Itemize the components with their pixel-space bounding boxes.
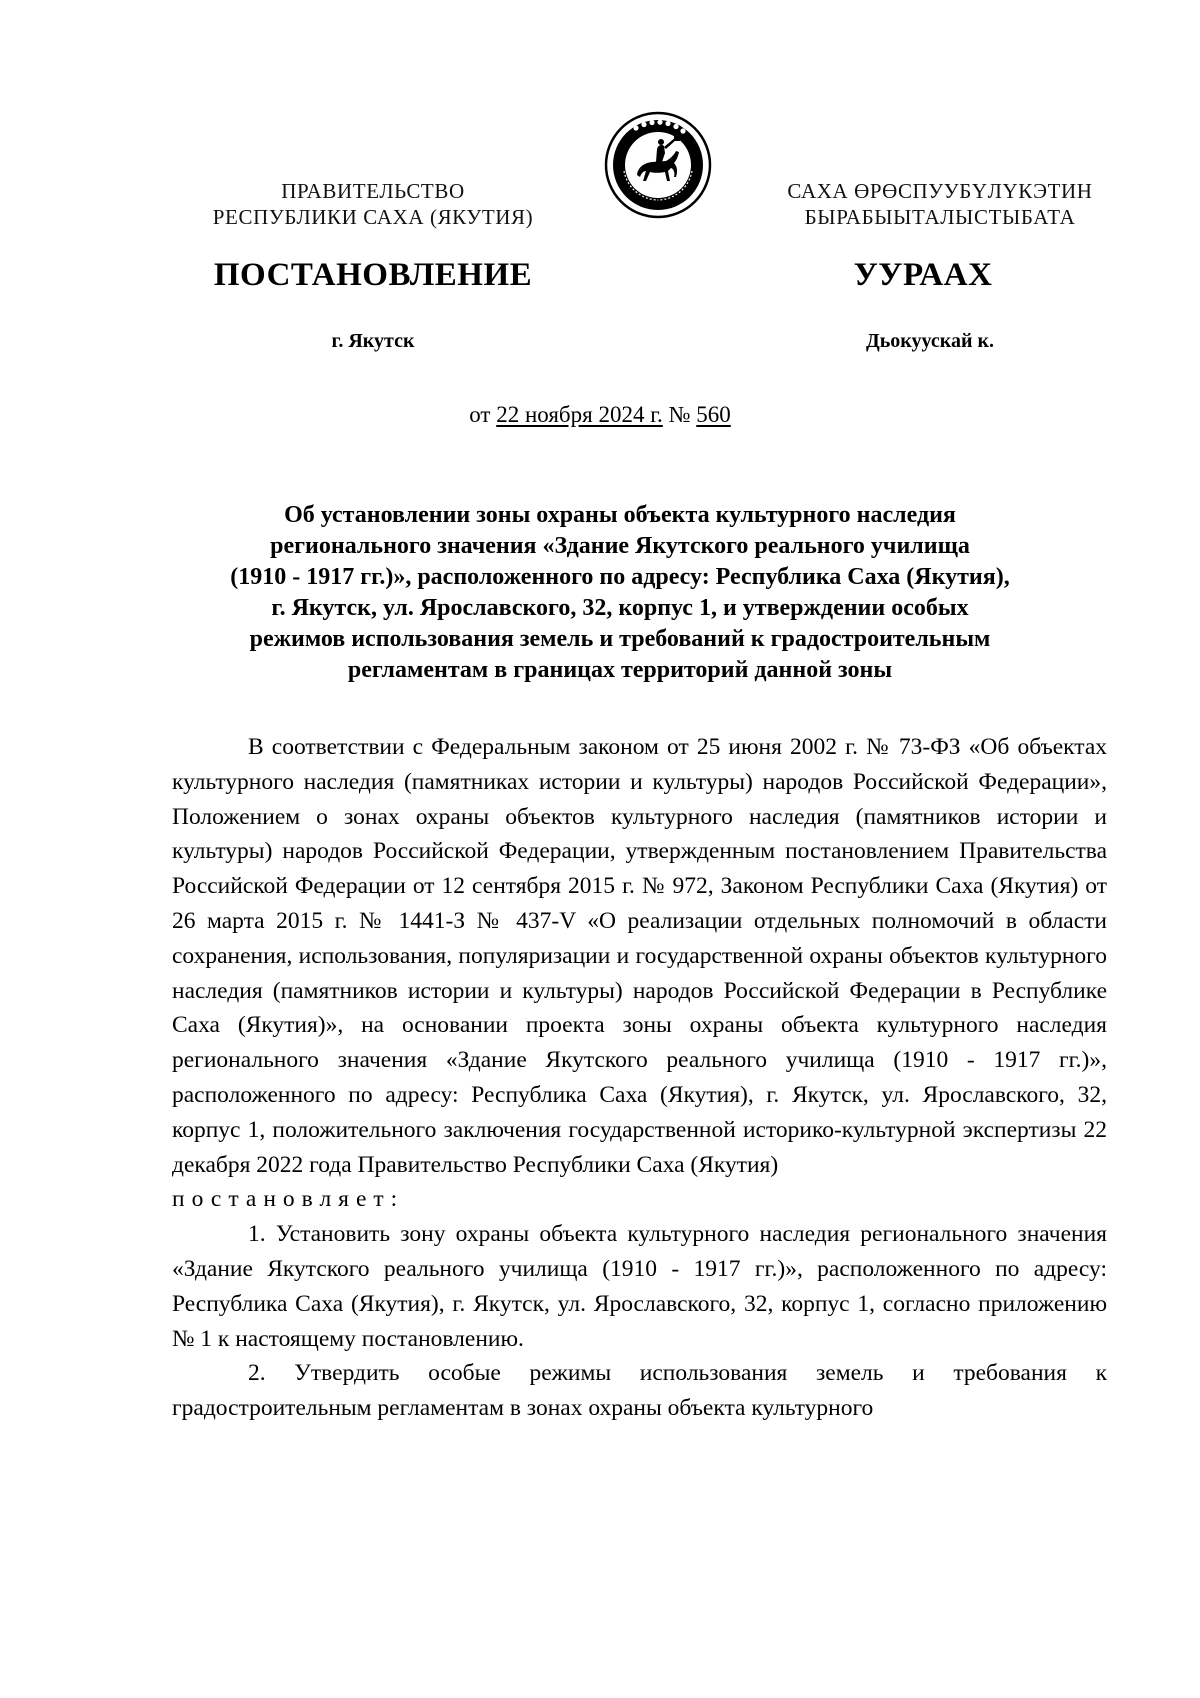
number-sign: №: [662, 402, 697, 427]
sakha-coat-of-arms-icon: [604, 111, 712, 219]
header-sah-line1: САХА ӨРӨСПУУБҮЛҮКЭТИН: [787, 179, 1093, 203]
preamble-paragraph: В соответствии с Федеральным законом от 25 июня 2002 г. № 73-ФЗ «Об объектах культурного наследия (памятниках истории и культуры) народов Российской Федерации», Положением о зонах охраны объектов культурного наследия (памятников истории и культуры) народов Российской Федерации, утвержденным постановлением Правительства Российской Федерации от 12 сентября 2015 г. № 972, Законом Республики Саха (Якутия) от 26 марта 2015 г. № 1441-З № 437-V «О реализации отдельных полномочий в области сохранения, использования, популяризации и государственной охраны объектов культурного наследия (памятников истории и культуры) народов Российской Федерации в Республике Саха (Якутия)», на основании проекта зоны охраны объекта культурного наследия регионального значения «Здание Якутского реального училища (1910 - 1917 гг.)», расположенного по адресу: Республика Саха (Якутия), г. Якутск, ул. Ярославского, 32, корпус 1, положительного заключения государственной историко-культурной экспертизы 22 декабря 2022 года Правительство Республики Саха (Якутия): [172, 734, 1107, 1178]
place-ru: г. Якутск: [331, 330, 415, 352]
title-line: (1910 - 1917 гг.)», расположенного по адресу: Республика Саха (Якутия),: [230, 564, 1010, 590]
document-number: 560: [696, 402, 731, 427]
header-ru-line2: РЕСПУБЛИКИ САХА (ЯКУТИЯ): [212, 205, 534, 229]
date-number-line: [0, 402, 1200, 428]
place-sah: Дьокуускай к.: [865, 330, 995, 352]
document-body: [172, 730, 1107, 1426]
header-ru-line1: ПРАВИТЕЛЬСТВО: [281, 179, 465, 203]
decree-word-paragraph: [172, 1182, 1107, 1217]
title-line: регионального значения «Здание Якутского реального училища: [270, 533, 970, 559]
date-prefix: от: [469, 402, 497, 427]
document-date: 22 ноября 2024 г.: [496, 402, 663, 427]
title-line: режимов использования земель и требований к градостроительным: [249, 626, 991, 652]
title-line: регламентам в границах территорий данной зоны: [347, 657, 893, 683]
decree-word: постановляет:: [172, 1186, 405, 1213]
document-title: [170, 500, 1070, 686]
header-government-sah: [730, 178, 1150, 230]
header-sah-line2: БЫРАБЫЫТАЛЫСТЫБАТА: [804, 205, 1076, 229]
title-line: г. Якутск, ул. Ярославского, 32, корпус 1, и утверждении особых: [271, 595, 969, 621]
doc-type-ru: ПОСТАНОВЛЕНИЕ: [213, 257, 533, 293]
header-government-ru: [163, 178, 583, 230]
title-line: Об установлении зоны охраны объекта культурного наследия: [284, 502, 956, 528]
doc-type-sah: УУРААХ: [853, 257, 993, 293]
item-1-paragraph: 1. Установить зону охраны объекта культурного наследия регионального значения «Здание Якутского реального училища (1910 - 1917 гг.)», расположенного по адресу: Республика Саха (Якутия), г. Якутск, ул. Ярославского, 32, корпус 1, согласно приложению № 1 к настоящему постановлению.: [172, 1221, 1107, 1352]
item-2-paragraph: 2. Утвердить особые режимы использования земель и требования к градостроительным регламентам в зонах охраны объекта культурного: [172, 1360, 1107, 1422]
